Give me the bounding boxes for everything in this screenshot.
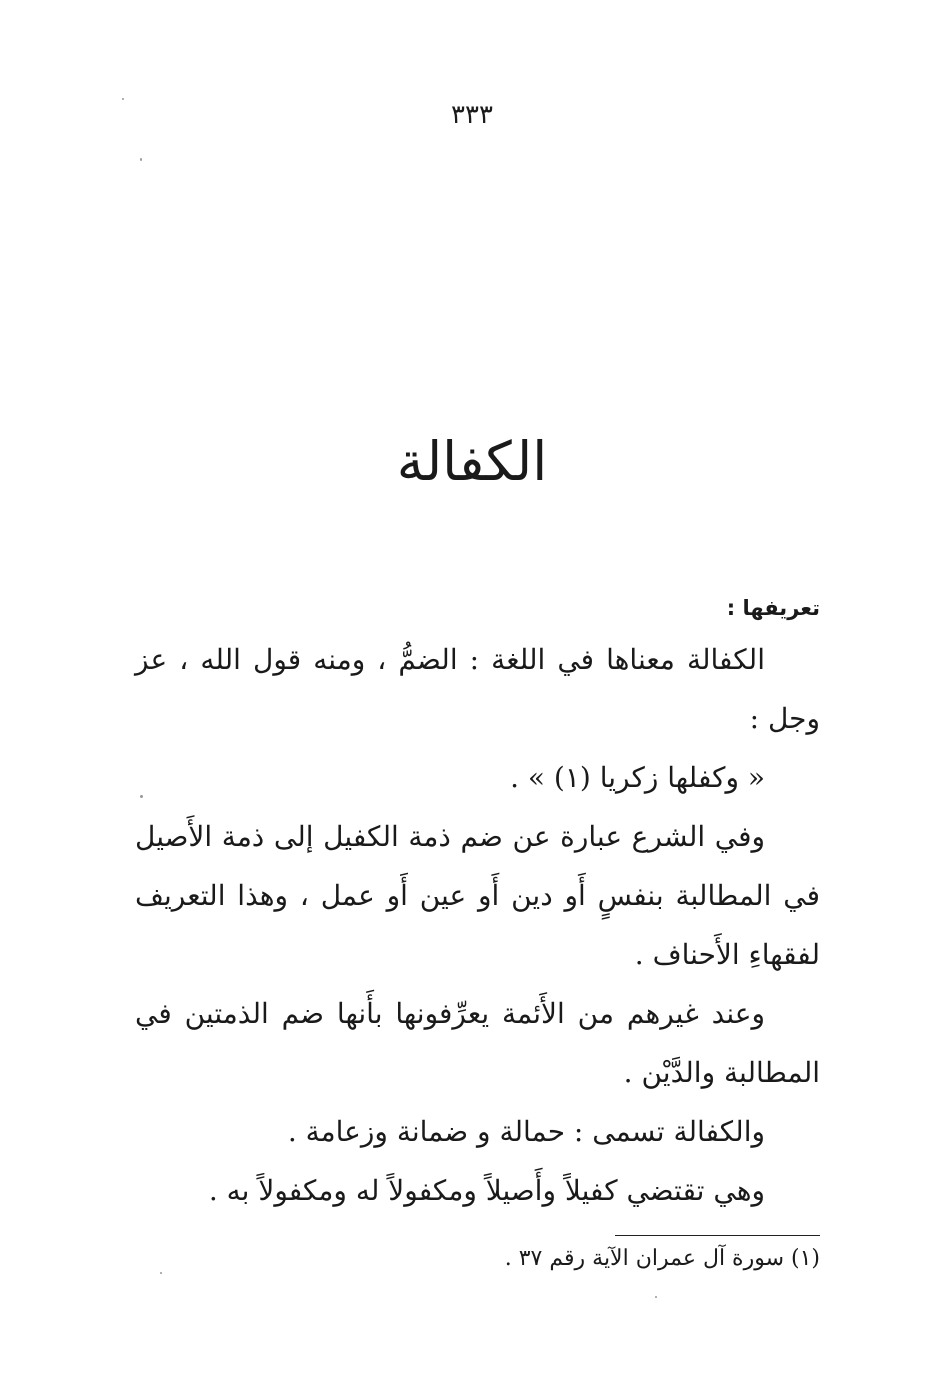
scan-speck	[122, 98, 124, 100]
scan-speck	[140, 795, 143, 798]
paragraph-definition-language: الكفالة معناها في اللغة : الضمُّ ، ومنه قول الله ، عز وجل :	[135, 643, 820, 735]
paragraph-requirements: وهي تقتضي كفيلاً وأَصيلاً ومكفولاً له ومكفولاً به .	[208, 1174, 765, 1207]
quran-quote: « وكفلها زكريا (١) » .	[510, 761, 765, 794]
body-text	[135, 590, 820, 1220]
chapter-title: الكفالة	[396, 430, 548, 493]
paragraph-definition-sharia: وفي الشرع عبارة عن ضم ذمة الكفيل إلى ذمة الأَصيل في المطالبة بنفسٍ أَو دين أَو عين أَو عمل ، وهذا التعريف لفقهاءِ الأَحناف .	[135, 820, 820, 971]
footnote: (١) سورة آل عمران الآية رقم ٣٧ .	[504, 1246, 820, 1271]
section-heading: تعريفها :	[726, 596, 820, 620]
paragraph-other-imams: وعند غيرهم من الأَئمة يعرِّفونها بأَنها ضم الذمتين في المطالبة والدَّيْن .	[135, 997, 820, 1089]
page-number: ٣٣٣	[451, 100, 493, 130]
scan-speck	[160, 1272, 162, 1274]
footnote-divider	[615, 1235, 820, 1236]
paragraph-other-names: والكفالة تسمى : حمالة و ضمانة وزعامة .	[287, 1115, 765, 1148]
scan-speck	[655, 1296, 657, 1298]
scan-speck	[140, 158, 142, 161]
